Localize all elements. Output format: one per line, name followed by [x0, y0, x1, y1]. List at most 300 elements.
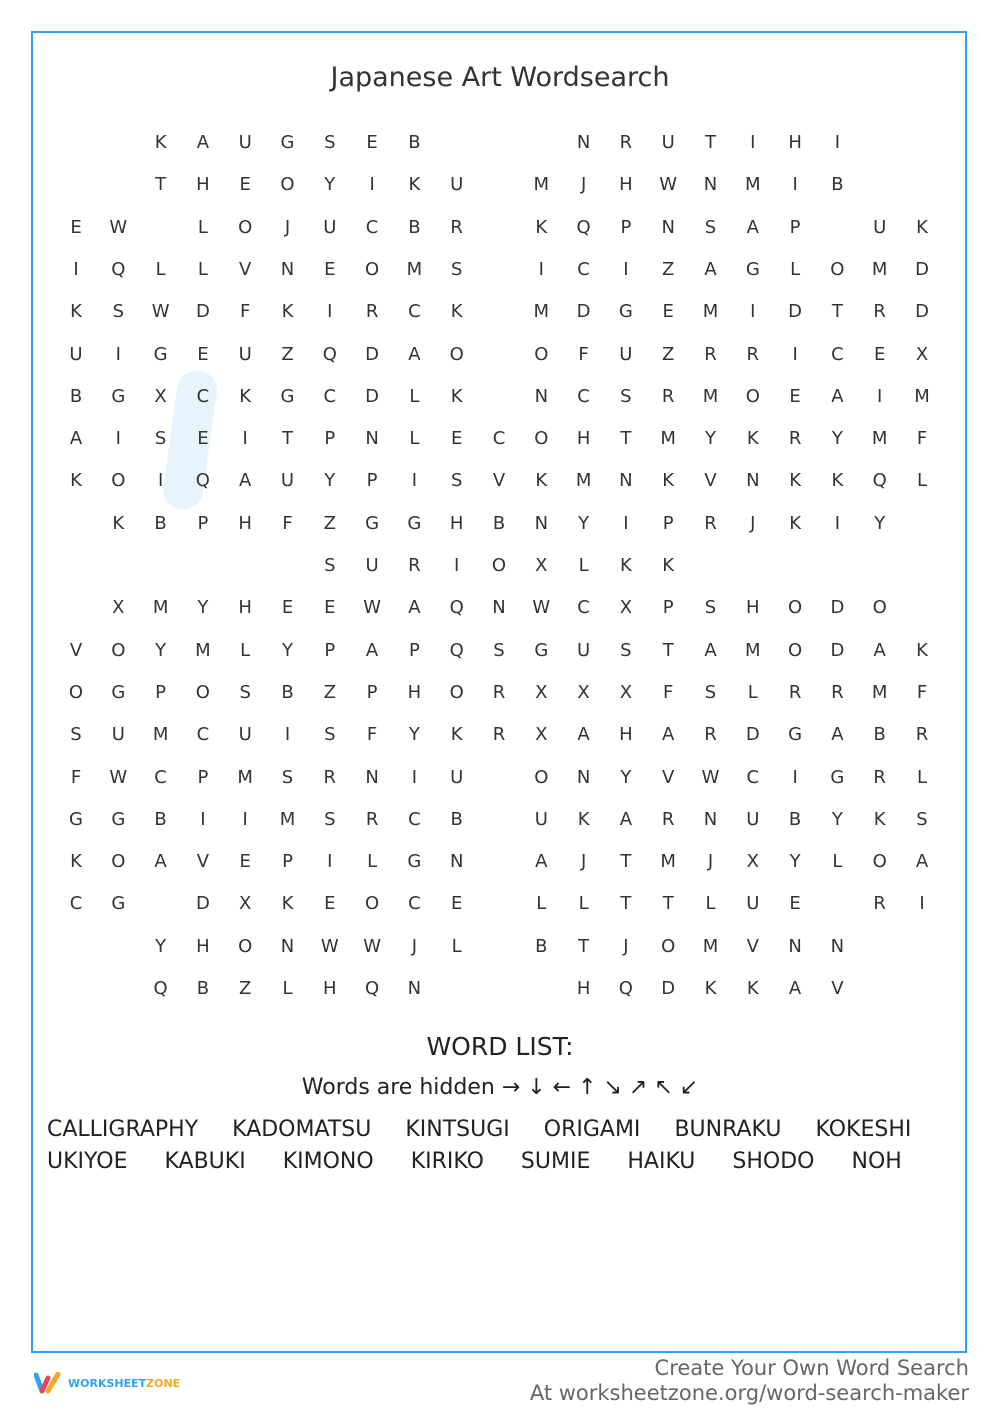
grid-letter[interactable]: D — [915, 258, 929, 280]
grid-letter[interactable]: U — [111, 724, 125, 746]
grid-letter[interactable]: S — [704, 216, 717, 238]
grid-letter[interactable]: T — [155, 174, 167, 196]
grid-letter[interactable]: W — [532, 597, 551, 619]
grid-letter[interactable]: V — [239, 258, 252, 280]
grid-letter[interactable]: N — [830, 935, 845, 957]
grid-letter[interactable]: P — [662, 597, 674, 619]
grid-letter[interactable]: O — [534, 766, 549, 788]
grid-letter[interactable]: X — [577, 681, 590, 703]
grid-letter[interactable]: M — [152, 724, 169, 746]
grid-letter[interactable]: M — [152, 597, 169, 619]
grid-letter[interactable]: Y — [324, 470, 336, 492]
grid-letter[interactable]: K — [70, 470, 82, 492]
grid-letter[interactable]: K — [154, 132, 167, 153]
grid-letter[interactable]: K — [831, 470, 844, 492]
grid-letter[interactable]: O — [280, 174, 295, 196]
grid-letter[interactable]: G — [534, 639, 549, 661]
grid-letter[interactable]: S — [493, 639, 505, 661]
grid-letter[interactable]: O — [365, 258, 380, 280]
grid-letter[interactable]: L — [790, 258, 801, 280]
grid-letter[interactable]: P — [197, 766, 209, 788]
grid-letter[interactable]: K — [70, 301, 82, 323]
grid-letter[interactable]: U — [577, 639, 591, 661]
grid-letter[interactable]: X — [619, 681, 633, 703]
grid-letter[interactable]: H — [746, 597, 760, 619]
grid-letter[interactable]: B — [492, 512, 506, 534]
grid-letter[interactable]: P — [282, 851, 293, 873]
grid-letter[interactable]: Q — [449, 597, 464, 619]
grid-letter[interactable]: N — [280, 258, 295, 280]
grid-letter[interactable]: W — [109, 216, 128, 238]
grid-letter[interactable]: Q — [365, 978, 380, 999]
grid-letter[interactable]: H — [788, 132, 802, 153]
grid-letter[interactable]: Y — [155, 935, 167, 957]
grid-letter[interactable]: R — [450, 216, 463, 238]
grid-letter[interactable]: E — [662, 301, 674, 323]
grid-letter[interactable]: Q — [618, 978, 633, 999]
grid-letter[interactable]: N — [788, 935, 802, 957]
grid-letter[interactable]: M — [406, 258, 423, 280]
grid-letter[interactable]: Z — [323, 512, 336, 534]
grid-letter[interactable]: O — [238, 216, 253, 238]
grid-letter[interactable]: Z — [281, 343, 294, 365]
grid-letter[interactable]: U — [238, 724, 252, 746]
grid-letter[interactable]: W — [320, 935, 339, 957]
grid-letter[interactable]: L — [197, 216, 208, 238]
grid-letter[interactable]: J — [623, 935, 629, 957]
grid-letter[interactable]: X — [535, 555, 548, 576]
grid-letter[interactable]: C — [196, 724, 210, 746]
grid-letter[interactable]: G — [365, 512, 380, 534]
grid-letter[interactable]: R — [788, 428, 802, 450]
grid-letter[interactable]: I — [284, 724, 291, 746]
grid-letter[interactable]: K — [577, 808, 590, 830]
grid-letter[interactable]: U — [365, 555, 379, 576]
grid-letter[interactable]: I — [242, 428, 248, 450]
grid-letter[interactable]: Y — [620, 766, 632, 788]
grid-letter[interactable]: Y — [282, 639, 293, 661]
grid-letter[interactable]: O — [68, 681, 84, 703]
grid-letter[interactable]: K — [450, 301, 463, 323]
grid-letter[interactable]: U — [661, 132, 675, 153]
grid-letter[interactable]: B — [69, 385, 83, 407]
grid-letter[interactable]: I — [834, 132, 841, 153]
grid-letter[interactable]: O — [491, 555, 507, 576]
grid-letter[interactable]: V — [196, 851, 210, 873]
grid-letter[interactable]: T — [578, 935, 590, 957]
grid-letter[interactable]: E — [197, 428, 209, 450]
grid-letter[interactable]: C — [196, 385, 210, 407]
grid-letter[interactable]: A — [831, 724, 844, 746]
grid-letter[interactable]: G — [407, 512, 422, 534]
grid-letter[interactable]: K — [916, 216, 928, 238]
grid-letter[interactable]: N — [576, 132, 591, 153]
grid-letter[interactable]: Y — [578, 512, 590, 534]
grid-letter[interactable]: N — [492, 597, 506, 619]
grid-letter[interactable]: Y — [705, 428, 716, 450]
grid-letter[interactable]: F — [240, 301, 251, 323]
grid-letter[interactable]: R — [661, 808, 675, 830]
grid-letter[interactable]: J — [750, 512, 756, 534]
grid-letter[interactable]: S — [704, 681, 717, 703]
grid-letter[interactable]: L — [578, 893, 589, 915]
grid-letter[interactable]: U — [873, 216, 887, 238]
grid-letter[interactable]: R — [873, 766, 886, 788]
grid-letter[interactable]: S — [112, 301, 125, 323]
grid-letter[interactable]: X — [239, 893, 252, 915]
grid-letter[interactable]: Y — [197, 597, 209, 619]
grid-letter[interactable]: G — [153, 343, 168, 365]
grid-letter[interactable]: S — [620, 639, 632, 661]
grid-letter[interactable]: G — [830, 766, 845, 788]
grid-letter[interactable]: I — [623, 512, 629, 534]
grid-letter[interactable]: X — [619, 597, 633, 619]
grid-letter[interactable]: G — [280, 385, 295, 407]
grid-letter[interactable]: C — [408, 808, 421, 830]
grid-letter[interactable]: G — [111, 385, 126, 407]
grid-letter[interactable]: E — [239, 174, 251, 196]
grid-letter[interactable]: I — [157, 470, 164, 492]
grid-letter[interactable]: R — [492, 724, 506, 746]
grid-letter[interactable]: C — [577, 597, 590, 619]
grid-letter[interactable]: L — [916, 470, 928, 492]
grid-letter[interactable]: B — [831, 174, 844, 196]
worksheetzone-logo[interactable] — [34, 1372, 180, 1394]
grid-letter[interactable]: F — [578, 343, 589, 365]
grid-letter[interactable]: D — [830, 639, 845, 661]
grid-letter[interactable]: E — [324, 893, 336, 915]
grid-letter[interactable]: Q — [322, 343, 337, 365]
grid-letter[interactable]: I — [115, 428, 121, 450]
grid-letter[interactable]: U — [323, 216, 337, 238]
grid-letter[interactable]: M — [195, 639, 211, 661]
grid-letter[interactable]: A — [619, 808, 633, 830]
grid-letter[interactable]: Y — [408, 724, 420, 746]
grid-letter[interactable]: L — [536, 893, 547, 915]
grid-letter[interactable]: R — [619, 132, 633, 153]
grid-letter[interactable]: C — [69, 893, 83, 915]
grid-letter[interactable]: D — [661, 978, 676, 999]
grid-letter[interactable]: G — [111, 681, 126, 703]
grid-letter[interactable]: E — [366, 132, 378, 153]
grid-letter[interactable]: L — [832, 851, 843, 873]
grid-letter[interactable]: M — [871, 428, 888, 450]
grid-letter[interactable]: G — [618, 301, 633, 323]
grid-letter[interactable]: Y — [324, 174, 336, 196]
grid-letter[interactable]: A — [239, 470, 252, 492]
grid-letter[interactable]: S — [281, 766, 294, 788]
grid-letter[interactable]: K — [239, 385, 252, 407]
grid-letter[interactable]: E — [451, 428, 463, 450]
grid-letter[interactable]: U — [746, 893, 760, 915]
grid-letter[interactable]: E — [197, 343, 209, 365]
grid-letter[interactable]: O — [534, 428, 549, 450]
grid-letter[interactable]: L — [578, 555, 589, 576]
grid-letter[interactable]: U — [450, 174, 464, 196]
grid-letter[interactable]: I — [919, 893, 925, 915]
grid-letter[interactable]: P — [366, 681, 378, 703]
grid-letter[interactable]: U — [280, 470, 295, 492]
grid-letter[interactable]: H — [196, 174, 210, 196]
grid-letter[interactable]: K — [704, 978, 717, 999]
grid-letter[interactable]: S — [324, 555, 336, 576]
grid-letter[interactable]: K — [450, 724, 463, 746]
grid-letter[interactable]: K — [746, 978, 759, 999]
grid-letter[interactable]: I — [327, 851, 333, 873]
grid-letter[interactable]: O — [449, 681, 464, 703]
grid-letter[interactable]: X — [915, 343, 929, 365]
grid-letter[interactable]: K — [789, 512, 801, 534]
grid-letter[interactable]: L — [155, 258, 166, 280]
grid-letter[interactable]: U — [746, 808, 760, 830]
grid-letter[interactable]: I — [369, 174, 375, 196]
grid-letter[interactable]: M — [871, 258, 888, 280]
grid-letter[interactable]: K — [619, 555, 632, 576]
grid-letter[interactable]: J — [284, 216, 291, 238]
grid-letter[interactable]: T — [620, 893, 632, 915]
grid-letter[interactable]: E — [324, 597, 336, 619]
grid-letter[interactable]: K — [662, 470, 675, 492]
grid-letter[interactable]: N — [449, 851, 464, 873]
grid-letter[interactable]: S — [324, 724, 336, 746]
grid-letter[interactable]: B — [154, 512, 167, 534]
grid-letter[interactable]: I — [750, 301, 756, 323]
grid-letter[interactable]: I — [750, 132, 756, 153]
grid-letter[interactable]: F — [366, 724, 378, 746]
grid-letter[interactable]: I — [200, 808, 206, 830]
grid-letter[interactable]: V — [662, 766, 675, 788]
grid-letter[interactable]: O — [365, 893, 380, 915]
grid-letter[interactable]: R — [704, 724, 717, 746]
grid-letter[interactable]: C — [323, 385, 337, 407]
grid-letter[interactable]: K — [450, 385, 463, 407]
grid-letter[interactable]: V — [492, 470, 506, 492]
grid-letter[interactable]: R — [704, 343, 717, 365]
grid-letter[interactable]: W — [659, 174, 678, 196]
grid-letter[interactable]: R — [873, 893, 886, 915]
grid-letter[interactable]: T — [662, 893, 674, 915]
grid-letter[interactable]: M — [660, 851, 676, 873]
grid-letter[interactable]: U — [69, 343, 83, 365]
grid-letter[interactable]: E — [70, 216, 82, 238]
grid-letter[interactable]: H — [576, 428, 591, 450]
grid-letter[interactable]: U — [238, 132, 252, 153]
grid-letter[interactable]: I — [792, 343, 798, 365]
grid-letter[interactable]: G — [745, 258, 760, 280]
grid-letter[interactable]: R — [831, 681, 844, 703]
grid-letter[interactable]: U — [238, 343, 252, 365]
grid-letter[interactable]: F — [282, 512, 293, 534]
grid-letter[interactable]: Q — [872, 470, 887, 492]
grid-letter[interactable]: I — [834, 512, 841, 534]
grid-letter[interactable]: E — [239, 851, 251, 873]
grid-letter[interactable]: O — [238, 935, 253, 957]
grid-letter[interactable]: C — [746, 766, 760, 788]
grid-letter[interactable]: Y — [831, 808, 843, 830]
grid-letter[interactable]: A — [915, 851, 929, 873]
grid-letter[interactable]: M — [533, 301, 550, 323]
grid-letter[interactable]: E — [874, 343, 886, 365]
grid-letter[interactable]: V — [69, 639, 83, 661]
grid-letter[interactable]: W — [363, 597, 381, 619]
grid-letter[interactable]: U — [619, 343, 633, 365]
grid-letter[interactable]: A — [704, 639, 717, 661]
grid-letter[interactable]: H — [323, 978, 337, 999]
grid-letter[interactable]: B — [281, 681, 294, 703]
grid-letter[interactable]: F — [916, 428, 928, 450]
grid-letter[interactable]: M — [237, 766, 253, 788]
grid-letter[interactable]: L — [282, 978, 293, 999]
footer-line-2[interactable]: At worksheetzone.org/word-search-maker — [529, 1381, 969, 1405]
grid-letter[interactable]: I — [73, 258, 79, 280]
grid-letter[interactable]: X — [535, 681, 548, 703]
grid-letter[interactable]: C — [365, 216, 379, 238]
grid-letter[interactable]: C — [577, 385, 590, 407]
grid-letter[interactable]: O — [111, 470, 126, 492]
grid-letter[interactable]: S — [324, 132, 336, 153]
grid-letter[interactable]: G — [111, 808, 126, 830]
grid-letter[interactable]: P — [620, 216, 632, 238]
grid-letter[interactable]: B — [154, 808, 167, 830]
grid-letter[interactable]: P — [324, 428, 336, 450]
grid-letter[interactable]: O — [195, 681, 210, 703]
grid-letter[interactable]: U — [534, 808, 548, 830]
grid-letter[interactable]: N — [703, 808, 718, 830]
grid-letter[interactable]: X — [535, 724, 548, 746]
grid-letter[interactable]: F — [70, 766, 82, 788]
grid-letter[interactable]: L — [240, 639, 251, 661]
grid-letter[interactable]: G — [280, 132, 295, 153]
grid-letter[interactable]: W — [701, 766, 720, 788]
grid-letter[interactable]: X — [746, 851, 759, 873]
grid-letter[interactable]: V — [831, 978, 844, 999]
grid-letter[interactable]: Q — [449, 639, 464, 661]
grid-letter[interactable]: G — [788, 724, 803, 746]
grid-letter[interactable]: H — [238, 597, 252, 619]
grid-letter[interactable]: C — [831, 343, 844, 365]
grid-letter[interactable]: R — [661, 385, 675, 407]
grid-letter[interactable]: A — [577, 724, 590, 746]
grid-letter[interactable]: V — [704, 470, 717, 492]
grid-letter[interactable]: M — [702, 935, 719, 957]
grid-letter[interactable]: O — [534, 343, 549, 365]
grid-letter[interactable]: P — [366, 470, 378, 492]
grid-letter[interactable]: O — [788, 597, 803, 619]
grid-letter[interactable]: A — [154, 851, 167, 873]
grid-letter[interactable]: L — [367, 851, 378, 873]
grid-letter[interactable]: M — [279, 808, 296, 830]
grid-letter[interactable]: D — [915, 301, 929, 323]
grid-letter[interactable]: I — [792, 766, 798, 788]
grid-letter[interactable]: I — [877, 385, 883, 407]
grid-letter[interactable]: N — [407, 978, 422, 999]
grid-letter[interactable]: Z — [662, 343, 675, 365]
grid-letter[interactable]: W — [151, 301, 170, 323]
grid-letter[interactable]: I — [327, 301, 333, 323]
grid-letter[interactable]: H — [238, 512, 252, 534]
grid-letter[interactable]: S — [324, 808, 336, 830]
grid-letter[interactable]: R — [704, 512, 717, 534]
grid-letter[interactable]: I — [623, 258, 629, 280]
grid-letter[interactable]: D — [788, 301, 803, 323]
grid-letter[interactable]: K — [281, 301, 294, 323]
grid-letter[interactable]: G — [111, 893, 126, 915]
grid-letter[interactable]: C — [154, 766, 167, 788]
grid-letter[interactable]: A — [704, 258, 717, 280]
grid-letter[interactable]: B — [535, 935, 548, 957]
grid-letter[interactable]: T — [620, 428, 632, 450]
grid-letter[interactable]: A — [408, 597, 421, 619]
grid-letter[interactable]: G — [407, 851, 422, 873]
grid-letter[interactable]: K — [112, 512, 125, 534]
grid-letter[interactable]: R — [408, 555, 421, 576]
grid-letter[interactable]: T — [282, 428, 293, 450]
grid-letter[interactable]: A — [69, 428, 83, 450]
grid-letter[interactable]: I — [242, 808, 248, 830]
grid-letter[interactable]: V — [746, 935, 759, 957]
grid-letter[interactable]: S — [620, 385, 632, 407]
grid-letter[interactable]: D — [830, 597, 845, 619]
grid-letter[interactable]: L — [747, 681, 758, 703]
grid-letter[interactable]: H — [196, 935, 210, 957]
grid-letter[interactable]: M — [871, 681, 888, 703]
grid-letter[interactable]: N — [619, 470, 633, 492]
grid-letter[interactable]: F — [916, 681, 928, 703]
grid-letter[interactable]: O — [449, 343, 464, 365]
grid-letter[interactable]: K — [281, 893, 294, 915]
grid-letter[interactable]: Q — [111, 258, 126, 280]
grid-letter[interactable]: K — [662, 555, 675, 576]
grid-letter[interactable]: Q — [195, 470, 210, 492]
grid-letter[interactable]: Y — [874, 512, 886, 534]
grid-letter[interactable]: R — [915, 724, 929, 746]
grid-letter[interactable]: E — [324, 258, 336, 280]
grid-letter[interactable]: I — [411, 766, 418, 788]
grid-letter[interactable]: O — [745, 385, 760, 407]
grid-letter[interactable]: N — [661, 216, 675, 238]
grid-letter[interactable]: D — [576, 301, 591, 323]
grid-letter[interactable]: K — [408, 174, 421, 196]
grid-letter[interactable]: R — [365, 301, 379, 323]
grid-letter[interactable]: Y — [789, 851, 801, 873]
grid-letter[interactable]: K — [535, 216, 548, 238]
grid-letter[interactable]: N — [534, 385, 549, 407]
grid-letter[interactable]: N — [703, 174, 718, 196]
grid-letter[interactable]: B — [450, 808, 463, 830]
grid-letter[interactable]: Z — [239, 978, 252, 999]
grid-letter[interactable]: L — [409, 428, 420, 450]
grid-letter[interactable]: W — [363, 935, 381, 957]
grid-letter[interactable]: A — [196, 132, 210, 153]
grid-letter[interactable]: D — [745, 724, 760, 746]
grid-letter[interactable]: T — [620, 851, 632, 873]
grid-letter[interactable]: R — [873, 301, 886, 323]
grid-letter[interactable]: P — [155, 681, 167, 703]
grid-letter[interactable]: E — [789, 385, 801, 407]
grid-letter[interactable]: O — [111, 639, 126, 661]
grid-letter[interactable]: P — [197, 512, 209, 534]
grid-letter[interactable]: Q — [153, 978, 168, 999]
grid-letter[interactable]: E — [281, 597, 294, 619]
grid-letter[interactable]: A — [662, 724, 675, 746]
grid-letter[interactable]: Z — [323, 681, 336, 703]
grid-letter[interactable]: B — [408, 132, 421, 153]
grid-letter[interactable]: J — [580, 174, 587, 196]
grid-letter[interactable]: A — [535, 851, 548, 873]
grid-letter[interactable]: I — [454, 555, 460, 576]
grid-letter[interactable]: N — [280, 935, 295, 957]
grid-letter[interactable]: A — [746, 216, 759, 238]
